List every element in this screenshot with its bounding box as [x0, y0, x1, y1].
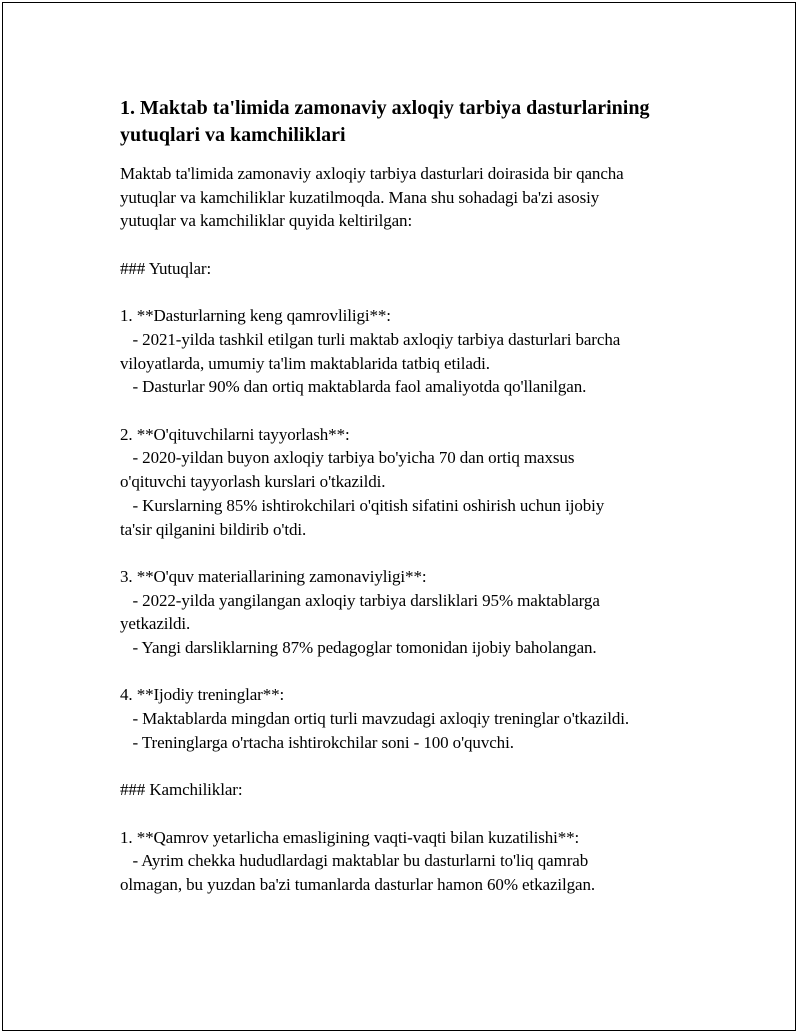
text-line: yutuqlar va kamchiliklar quyida keltirilgan:	[120, 211, 413, 231]
blank-line	[120, 755, 695, 779]
text-line: viloyatlarda, umumiy ta'lim maktablarida tatbiq etiladi.	[120, 353, 490, 373]
text-line: ### Kamchiliklar:	[120, 780, 243, 800]
text-line: - Kurslarning 85% ishtirokchilari o'qitish sifatini oshirish uchun ijobiy	[120, 495, 605, 515]
blank-line	[120, 660, 695, 684]
text-line: 2. **O'qituvchilarni tayyorlash**:	[120, 424, 350, 444]
text-line: ### Yutuqlar:	[120, 258, 212, 278]
text-line: - 2020-yildan buyon axloqiy tarbiya bo'yicha 70 dan ortiq maxsus	[120, 448, 575, 468]
text-line: - Maktablarda mingdan ortiq turli mavzudagi axloqiy treninglar o'tkazildi.	[120, 709, 630, 729]
text-line: olmagan, bu yuzdan ba'zi tumanlarda dasturlar hamon 60% etkazilgan.	[120, 874, 596, 894]
text-line: - Ayrim chekka hududlardagi maktablar bu dasturlarni to'liq qamrab	[120, 851, 589, 871]
blank-line	[120, 541, 695, 565]
blank-line	[120, 399, 695, 423]
document-body	[120, 162, 695, 897]
text-line: 3. **O'quv materiallarining zamonaviyligi**:	[120, 566, 427, 586]
text-line: yutuqlar va kamchiliklar kuzatilmoqda. Mana shu sohadagi ba'zi asosiy	[120, 187, 600, 207]
blank-line	[120, 281, 695, 305]
document-content	[120, 95, 695, 897]
text-line: Maktab ta'limida zamonaviy axloqiy tarbiya dasturlari doirasida bir qancha	[120, 164, 624, 183]
blank-line	[120, 233, 695, 257]
text-line: - Treninglarga o'rtacha ishtirokchilar soni - 100 o'quvchi.	[120, 732, 514, 752]
page-title: 1. Maktab ta'limida zamonaviy axloqiy tarbiya dasturlarining yutuqlari va kamchiliklari	[120, 97, 650, 146]
text-line: - Dasturlar 90% dan ortiq maktablarda faol amaliyotda qo'llanilgan.	[120, 377, 587, 397]
text-line: ta'sir qilganini bildirib o'tdi.	[120, 519, 307, 539]
text-line: 4. **Ijodiy treninglar**:	[120, 685, 285, 705]
text-line: - 2022-yilda yangilangan axloqiy tarbiya darsliklari 95% maktablarga	[120, 590, 600, 610]
text-line: yetkazildi.	[120, 614, 191, 634]
text-line: 1. **Qamrov yetarlicha emasligining vaqti-vaqti bilan kuzatilishi**:	[120, 827, 580, 847]
document-page	[2, 2, 796, 1031]
text-line: 1. **Dasturlarning keng qamrovliligi**:	[120, 306, 391, 326]
text-line: - Yangi darsliklarning 87% pedagoglar tomonidan ijobiy baholangan.	[120, 638, 597, 657]
text-line: - 2021-yilda tashkil etilgan turli maktab axloqiy tarbiya dasturlari barcha	[120, 329, 621, 349]
blank-line	[120, 802, 695, 826]
text-line: o'qituvchi tayyorlash kurslari o'tkazildi.	[120, 472, 386, 492]
